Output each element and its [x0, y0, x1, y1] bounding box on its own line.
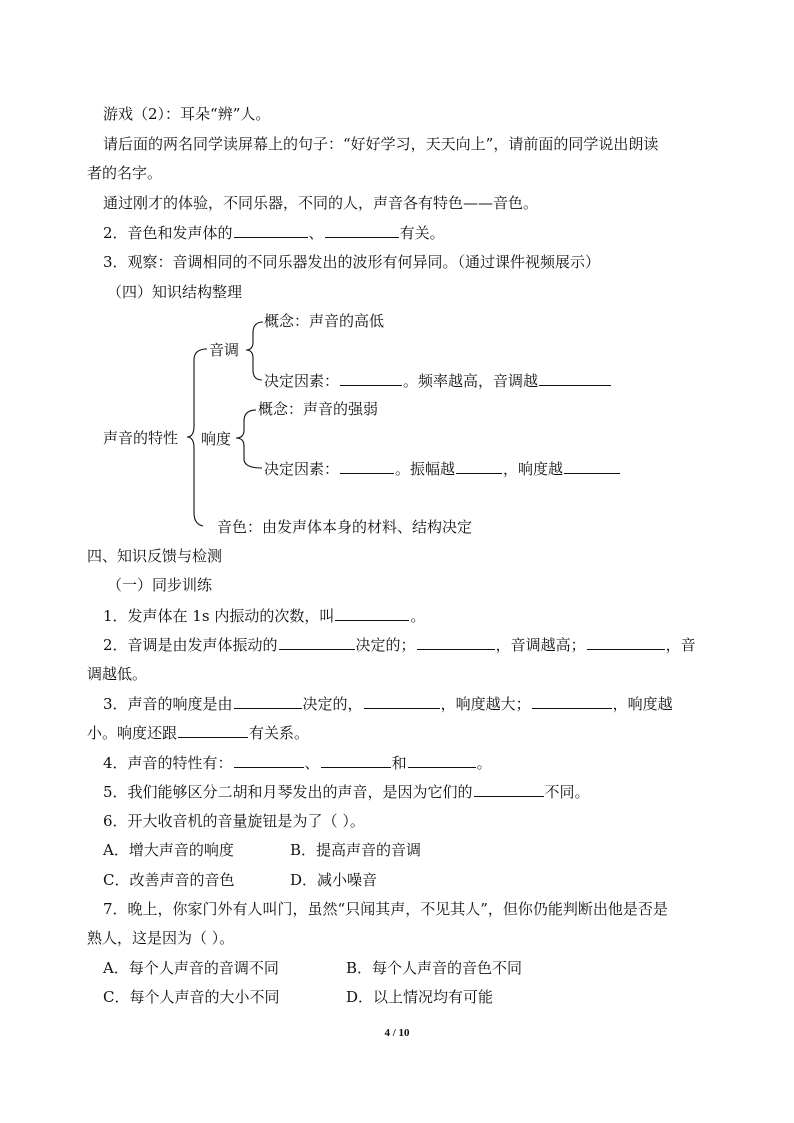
exercise-7-option-c[interactable]: C．每个人声音的大小不同: [103, 988, 280, 1006]
exercise-7-option-d[interactable]: D．以上情况均有可能: [346, 988, 494, 1006]
structure-root: 声音的特性: [103, 429, 179, 447]
section-4-heading: 四、知识反馈与检测: [87, 547, 223, 565]
answer-blank[interactable]: [456, 458, 502, 474]
exercise-6-option-a[interactable]: A．增大声音的响度: [103, 841, 234, 859]
section-4-subheading: （一）同步训练: [107, 576, 213, 594]
answer-blank[interactable]: [408, 752, 476, 768]
answer-blank[interactable]: [234, 693, 302, 709]
exercise-6-option-d[interactable]: D．减小噪音: [290, 871, 378, 889]
exercise-5: 5．我们能够区分二胡和月琴发出的声音，是因为它们的 不同。: [103, 783, 590, 801]
answer-blank[interactable]: [539, 370, 611, 386]
exercise-7-option-b[interactable]: B．每个人声音的音色不同: [346, 959, 523, 977]
exercise-7: 7．晚上，你家门外有人叫门，虽然“只闻其声，不见其人”，但你仍能判断出他是否是: [103, 900, 668, 918]
exercise-7-cont: 熟人，这是因为（ ）。: [87, 929, 235, 947]
structure-heading: （四）知识结构整理: [107, 283, 243, 301]
game-paragraph-2: 通过刚才的体验，不同乐器，不同的人，声音各有特色——音色。: [103, 194, 539, 212]
exercise-4: 4．声音的特性有： 、 和 。: [103, 754, 492, 772]
answer-blank[interactable]: [321, 752, 391, 768]
answer-blank[interactable]: [364, 693, 440, 709]
answer-blank[interactable]: [417, 634, 495, 650]
answer-blank[interactable]: [474, 781, 544, 797]
page-number: 4 / 10: [384, 1027, 410, 1039]
answer-blank[interactable]: [335, 605, 409, 621]
exercise-3-cont: 小。响度还跟 有关系。: [87, 724, 310, 742]
loudness-factor: 决定因素： 。振幅越 ，响度越: [264, 458, 621, 479]
answer-blank[interactable]: [340, 370, 402, 386]
exercise-1: 1．发声体在 1s 内振动的次数，叫 。: [103, 607, 426, 625]
game-question-3: 3．观察：音调相同的不同乐器发出的波形有何异同。（通过课件视频展示）: [103, 253, 601, 271]
exercise-6: 6．开大收音机的音量旋钮是为了（ ）。: [103, 812, 365, 830]
game-question-2: 2．音色和发声体的 、 有关。: [103, 224, 445, 242]
game-paragraph-1-cont: 者的名字。: [87, 164, 163, 182]
timbre-line: 音色：由发声体本身的材料、结构决定: [217, 518, 473, 536]
game-paragraph-1: 请后面的两名同学读屏幕上的句子：“好好学习，天天向上”，请前面的同学说出朗读: [103, 135, 659, 153]
exercise-6-option-b[interactable]: B．提高声音的音调: [290, 841, 422, 859]
loudness-label: 响度: [201, 430, 232, 448]
answer-blank[interactable]: [532, 693, 612, 709]
loudness-concept: 概念：声音的强弱: [258, 400, 379, 418]
pitch-factor: 决定因素： 。频率越高，音调越: [264, 370, 612, 391]
answer-blank[interactable]: [340, 458, 394, 474]
game-title: 游戏（2）：耳朵“辨”人。: [103, 105, 271, 123]
exercise-3: 3．声音的响度是由 决定的， ，响度越大； ，响度越: [103, 695, 673, 713]
answer-blank[interactable]: [178, 722, 248, 738]
exercise-2: 2．音调是由发声体振动的 决定的； ，音调越高； ，音: [103, 636, 696, 654]
answer-blank[interactable]: [279, 634, 355, 650]
pitch-concept: 概念：声音的高低: [264, 312, 385, 330]
exercise-7-option-a[interactable]: A．每个人声音的音调不同: [103, 959, 279, 977]
pitch-label: 音调: [209, 341, 240, 359]
exercise-2-cont: 调越低。: [87, 665, 148, 683]
answer-blank[interactable]: [564, 458, 620, 474]
answer-blank[interactable]: [234, 752, 304, 768]
exercise-6-option-c[interactable]: C．改善声音的音色: [103, 871, 235, 889]
answer-blank[interactable]: [587, 634, 665, 650]
